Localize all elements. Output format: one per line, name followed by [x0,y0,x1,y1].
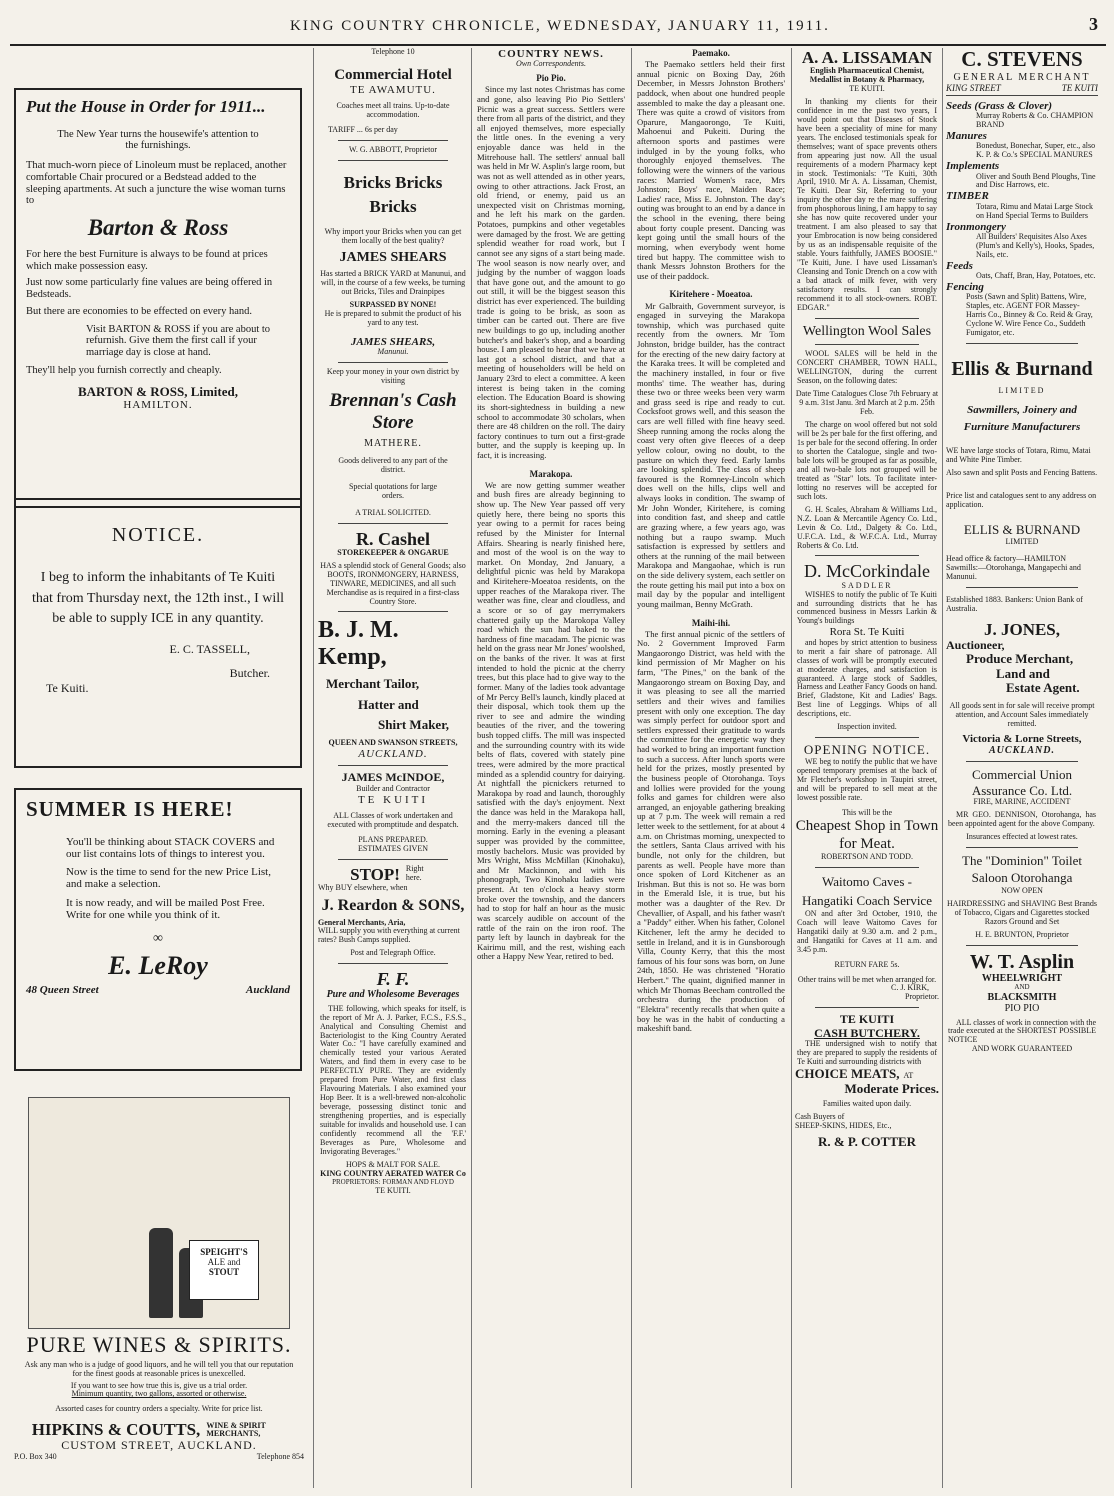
summer-firm-name: E. LeRoy [108,951,208,981]
maihi-body: The first annual picnic of the settlers of No. 2 Government Improved Farm Mangaorongo District, was held with the kind permission of Mr Magher on his farm, "The Pines," on the bank of the Mangaorongo stream on Boxing Day, and it was pleasing to see all the married settlers and their wives and families present with only one exception. The day was simply perfect for outdoor sport and settlers expressed their gratitude to wards the committee for the energetic way they had worked to bring an important function to such a success. After lunch sports were held for the prizes, mostly presented by the business people of Otorohanga. Toys and lollies were provided for the young folks and games for children were also arranged, an enjoyable gathering breaking up at 7 p.m. The week will remain a red letter week to the settlement, for at about 4 a.m. on Christmas morning, unexpected to the settlers, Santa Claus arrived with his bundle, not only for the children, but parents as well. People have more than once spoken of Lord Kitchener as an Irishman. But this is not so. He was born in the Emerald Isle, it is true, but his mother was a daughter of the Rev. Dr Chevallier, of Aspall, and his father wasn't a "Paddy" either. When his father, Colonel Kitchener, left the army he decided to settle in Ireland, and it is in Gunsborough Villa, County Kerry, that this the most famous of his four sons was born, on June 24th, 1850. He was christened "Horatio Herbert." The quaint, dignified manner in which Mr Thomas Beecham controlled the orchestra during the production of "Elektra" recently recalls that when quite a boy he was in the habit of conducting a makeshift band. [637,628,785,1034]
stevens-fencing-body: Posts (Sawn and Split) Battens, Wire, Staples, etc. AGENT FOR Massey-Harris Co., Binney & Co. Reid & Gray, Cyclone W. Wire Fence Co., Suddeth Fumigator, etc. [966,292,1093,338]
maihi-heading: Maihi-ihi. [691,617,731,628]
notice-role: Butcher. [229,665,270,680]
masthead: KING COUNTRY CHRONICLE, WEDNESDAY, JANUARY 11, 1911. [290,18,830,34]
kemp-line2: Hatter and [358,696,419,712]
summer-ad [14,788,302,1071]
ff-place: TE KUITI. [375,1185,411,1195]
waitomo-trains: Other trains will be met when arranged for. [797,974,937,984]
hotel-coaches: Coaches meet all trains. Up-to-date accommodation. [336,101,450,120]
column-divider [631,48,632,1488]
brennan-trial: A TRIAL SOLICITED. [355,507,431,517]
wool-charge: The charge on wool offered but not sold will be 2s per bale for the first offering, and 1s per bale for the second offering. In order to shorten the Catalogue, single and two-bale lots will be grouped as far as possible, and all two-bale lots not grouped will be treated as "Star" lots. To facilitate inter-lotting no reserves will be accepted for such lots. [797,420,937,501]
waitomo-kirk: C. J. KIRK, [890,983,929,993]
spirits-address: CUSTOM STREET, AUCKLAND. [61,1438,257,1453]
cu-sub: FIRE, MARINE, ACCIDENT [973,797,1071,807]
stevens-timber-body: Totara, Rimu and Matai Large Stock on Hand Special Terms to Builders [976,201,1094,220]
butchery-title: CASH BUTCHERY. [814,1025,920,1040]
separator [338,963,448,964]
stevens-manures: Manures [946,130,987,142]
barton-ross-ad [14,88,302,508]
separator [966,847,1078,848]
separator [966,761,1078,762]
brennan-place: MATHERE. [364,437,422,449]
ff-props: PROPRIETORS: FORMAN AND FLOYD [332,1177,454,1186]
separator [966,587,1078,588]
kemp-city: AUCKLAND. [358,747,428,760]
spirits-phone: Telephone 854 [256,1451,304,1461]
stevens-implements: Implements [946,160,1000,173]
barton-p2: That much-worn piece of Linoleum must be replaced, another comfortable Chair procured or a Bedstead added to the sleeping apartments. At such a juncture the wise woman turns to [26,160,287,207]
ellis2-name: ELLIS & BURNAND [963,522,1081,538]
stop-title: STOP! [350,864,400,884]
shears-prepared: He is prepared to submit the product of his yard to any test. [324,308,462,327]
butchery-moderate: Moderate Prices. [844,1080,939,1096]
news-heading: COUNTRY NEWS. [498,48,604,60]
butchery-cotter: R. & P. COTTER [817,1134,917,1150]
label-line2: ALE and [207,1257,241,1268]
lissaman-body: In thanking my clients for their confidence in me the past two years, I would point out that Diseases of Stock have been a speciality of mine for many years. The enclosed testimonials speak for themselves; want of space prevents others from appearing just now. All the usual requirements of a modern Pharmacy kept in stock. Testimonials: "Te Kuiti, 30th April, 1910. Mr A. A. Lissaman, Chemist, Te Kuiti. Dear Sir, Referring to your inquiry the other day re the mare suffering from phosphorous lining, I am happy to say she has now quite recovered under your treatment. I am also pleased to say that your Embrocation is now being considered by us as an indispensable requisite of the stable. Yours faithfully, JAMES BOOSIE." "Te Kuiti, June. I have used Lissaman's Cleansing and Tonic Drench on a cow with a bad attack of milk fever, with very satisfactory results. I can strongly recommend it to all stock-owners. ROBT. EDGAR." [797,96,937,312]
speights-label [189,1240,259,1300]
jones-line1: Auctioneer, [946,637,1005,652]
reardon-body: WILL supply you with everything at current rates? Bush Camps supplied. [318,926,460,945]
notice-name: E. C. TASSELL, [169,642,250,657]
stevens-seeds-body: Murray Roberts & Co. CHAMPION BRAND [976,111,1094,130]
hotel-proprietor: W. G. ABBOTT, Proprietor [349,144,437,154]
brennan-intro: Keep your money in your own district by visiting [326,367,460,385]
opening-body: WE beg to notify the public that we have opened temporary premises at the back of Mr Fletcher's workshop in Taupiri street, and will be prepared to sell meat at the lowest possible rate. [797,756,937,802]
wool-title: Wellington Wool Sales [802,323,932,339]
page-number: 3 [1089,14,1098,34]
bottle-icon [149,1228,173,1318]
butchery-choice-row [795,1067,939,1082]
ellis-sub: Sawmillers, Joinery and Furniture Manufacturers [963,403,1081,434]
notice-ad [14,498,302,768]
separator [815,318,919,319]
hotel-place: TE AWAMUTU. [350,83,436,96]
spirits-p1: Ask any man who is a judge of good liquors, and he will tell you that our reputation for the finest goods at reasonable prices is unexcelled. [24,1359,294,1378]
dominion-razors: Razors Ground and Set [984,916,1060,926]
ff-sub: Pure and Wholesome Beverages [326,989,460,1001]
barton-footer-name: BARTON & ROSS, Limited, [77,383,239,399]
label-line3: STOUT [208,1267,240,1278]
piopio-body: Since my last notes Christmas has come and gone, also leaving Pio Pio Settlers' Picnic was a great success. Settlers were there from all parts of the district, and they all enjoyed themselves, more especially the little ones. In the evening a very enjoyable dance was held in the Mitrehouse hall. The settlers' annual ball was held in Mr W. Asplin's large room, but was not as well attended as in other years, owing to other attractions. Jack Frost, an old friend, or enemy, paid us an unexpected visit on Christmas morning, and he left his mark on the garden. Potatoes, pumpkins and other vegetables were damaged by the frost. We are getting splendid weather for road work, but I cannot see any signs of a start being made. The wool season is now nearly over, and judging by the number of waggon loads that have gone out, and the amount to go out still, it will be the biggest season this district has ever experienced. The building trade is going to be brisk, as soon as timber can be carted out. There are five new buildings to go up, including another butcher's and baker's shop, and a boarding house. I am pleased to hear that we have at last got a school district, and that a meeting of householders will be held on January 23rd to elect a committee. A keen interest is being taken in the coming election. The Education Board is showing its short-sightedness in building a new school to accommodate 30 scholars, when there are 48 children on the roll. The dairy factory continues to turn out a first-grade butter, and the supply is keeping up. In fact, it is increasing. [477,84,625,461]
ellis-head-office: Head office & factory—HAMILTON [946,553,1067,563]
separator [338,140,448,141]
barton-headline: Put the House in Order for 1911... [26,97,266,116]
asplin-guarantee: AND WORK GUARANTEED [971,1044,1073,1054]
ornament-icon: ∞ [153,931,163,947]
hotel-name: Commercial Hotel [334,66,452,83]
separator [966,945,1078,946]
separator [338,523,448,524]
barton-p7: They'll help you furnish correctly and cheaply. [26,364,222,376]
paemako-body: The Paemako settlers held their first annual picnic on Boxing Day, 26th December, in Messrs Johnston Brothers' paddock, when about one hundred people assembled to make the day a pleasant one. There was quite a crowd of visitors from Oparure, Mangaorongo, Te Kuiti, Mahoenui and Pukeiti. During the afternoon sports and pastimes were indulged in by the young folks, who thoroughly enjoyed themselves. The following were the winners of the various races: Married Women's race, Mrs Johnston; Boys' race, Maiden Race; Ladies' race, Miss E. Johnston. The day's outing was brought to an end by a dance in the school in the evening, there being about forty couple present. Dancing was kept going until the small hours of the morning, when everybody went home tired but happy. The committee wish to thank Messrs Johnston Brothers for the use of their paddock. [637,59,785,281]
spirits-p3: Minimum quantity, two gallons, assorted or otherwise. [71,1389,247,1399]
jones-established: Established 1883. Bankers: Union Bank of Australia. [946,594,1083,613]
separator [966,343,1078,344]
shears-place: Manunui. [377,347,409,357]
stevens-sub: GENERAL MERCHANT [953,71,1091,83]
reardon-sub: General Merchants, Aria, [318,917,406,927]
column-5 [795,48,939,1488]
dominion-now-open: NOW OPEN [1001,885,1043,895]
asplin-and: AND [1014,983,1030,992]
jones-body: All goods sent in for sale will receive prompt attention, and Account Sales immediately remitted. [949,700,1095,728]
separator [815,1007,919,1008]
stevens-feeds: Feeds [946,259,973,272]
ff-hops: HOPS & MALT FOR SALE. [345,1159,441,1169]
kiri-heading: Kiritehere - Moeatoa. [669,289,753,300]
summer-p2: Now is the time to send for the new Price List, and make a selection. [66,866,271,891]
hotel-telephone: Telephone 10 [371,48,415,56]
jones-name: J. JONES, [983,619,1061,639]
summer-p3: It is now ready, and will be mailed Post Free. Write for one while you think of it. [66,896,265,922]
notice-title: NOTICE. [111,524,205,546]
column-divider [791,48,792,1488]
column-6 [946,48,1098,1488]
stevens-implements-body: Oliver and South Bend Ploughs, Tine and Disc Harrows, etc. [976,171,1096,190]
ellis-ltd: LIMITED [998,385,1046,395]
jones-city: AUCKLAND. [989,745,1055,757]
column-2 [318,48,468,1488]
separator [815,555,919,556]
cu-body: MR GEO. DENNISON, Otorohanga, has been appointed agent for the above Company. [948,810,1096,829]
shears-body: Has started a BRICK YARD at Manunui, and will, in the course of a few weeks, be turning out Bricks, Tiles and Drainpipes [320,269,466,296]
dominion-name: The "Dominion" Toilet Saloon Otorohanga [962,853,1082,886]
spirits-pobox: P.O. Box 340 [14,1451,57,1461]
stevens-iron-body: All Builders' Requisites Also Axes (Plum's and Kelly's), Hooks, Spades, Nails, etc. [976,231,1095,259]
ellis-body: WE have large stocks of Totara, Rimu, Matai and White Pine Timber. [946,445,1091,464]
wool-body: WOOL SALES will be held in the CONCERT CHAMBER, TOWN HALL, WELLINGTON, during the current Season, on the following dates: [797,349,937,386]
separator [338,362,448,363]
summer-title: SUMMER IS HERE! [26,797,234,821]
barton-firm-name: Barton & Ross [87,215,229,241]
separator [815,344,919,345]
separator [338,765,448,766]
mcindoe-name: JAMES McINDOE, [341,770,445,785]
separator [338,859,448,860]
opening-cheapest: Cheapest Shop in Town for Meat. [795,818,939,853]
barton-p5: But there are economies to be effected on every hand. [26,305,253,317]
ellis-price-list: Price list and catalogues sent to any address on application. [946,490,1097,509]
kemp-line3: Shirt Maker, [378,717,450,733]
asplin-body: ALL classes of work in connection with the trade executed at the SHORTEST POSSIBLE NOTICE [948,1017,1096,1045]
column-3 [475,48,627,1488]
mccork-name: D. McCorkindale [804,561,930,582]
spirits-p2: If you want to see how true this is, give us a trial order. [70,1380,248,1390]
lissaman-name: A. A. LISSAMAN [801,48,933,67]
stevens-address: KING STREET [946,82,1001,93]
column-divider [942,48,943,1488]
spirits-firm: HIPKINS & COUTTS, [31,1420,201,1440]
mccork-sub: SADDLER [841,580,893,590]
ff-title: F. F. [376,969,410,990]
kemp-address: QUEEN AND SWANSON STREETS, [328,737,458,747]
kiri-body: Mr Galbraith, Government surveyor, is engaged in surveying the Marakopa township, which was purchased quite recently from the owners. Mr Tom Johnston, bridge builder, has the contract for the erecting of the new dairy factory at the Karaka trees. It will be completed and the machinery installed, in four or five months' time. The weather has, during these two or three weeks been very warm and grass seed is ripe and ready to cut. Cocksfoot grows well, and this season the cars are well filled with fine heavy seed. Sheep running among the rocks along the coast very often give fleeces of a deep yellow colour, owing no doubt, to the pasture on which they feed. Early lambs are looking splendid. The class of sheep favoured is the Romney-Lincoln which does well on the hills, clips well and always looks in condition. The swamp of Mr John Wonder, Kiritehere, is coming into condition fast, and sheep and cattle are grazing where, a few years ago, was nothing but a raupo swamp. Much satisfaction is expressed by settlers and others at the running of the mail between Marakopa and Mangaohae, which is run on the side delivery system, each settler on the route getting his mail put into a box on mail day by the popular and intelligent young mailman, Benny McGrath. [637,300,785,609]
ellis-body2: Also sawn and split Posts and Fencing Battens. [946,467,1098,477]
barton-footer-city: HAMILTON. [123,399,193,412]
brennan-name: Brennan's Cash Store [329,389,457,433]
brennan-delivery: Goods delivered to any part of the district. [338,455,448,474]
wool-agents: G. H. Scales, Abraham & Williams Ltd., N.Z. Loan & Mercantile Agency Co. Ltd., Levin & Co. Ltd., Dalgety & Co. Ltd., U.F.C.A. Ltd., & W.F.C.A. Ltd., Murray Roberts & Co. Ltd. [797,504,937,550]
cashel-name: R. Cashel [355,528,430,549]
cashel-body: HAS a splendid stock of General Goods; also BOOTS, IRONMONGERY, HARNESS, TINWARE, MEDICINES, and all such Merchandise as is required in a first-class Country Store. [320,560,466,606]
notice-body: I beg to inform the inhabitants of Te Kuiti that from Thursday next, the 12th inst., I will be able to supply ICE in any quantity. [31,570,285,626]
drinkers-illustration [28,1097,290,1329]
mcindoe-body: ALL Classes of work undertaken and executed with promptitude and despatch. [327,810,459,829]
opening-will-be: This will be the [842,807,892,817]
mcindoe-estimates: ESTIMATES GIVEN [358,843,428,853]
summer-address: 48 Queen Street [26,984,99,997]
jones-line3: Land and [996,665,1050,681]
masthead-rule [10,44,1106,46]
column-divider [471,48,472,1488]
hotel-tariff: TARIFF ... 6s per day [328,124,398,134]
stevens-seeds: Seeds (Grass & Clover) [946,99,1053,112]
summer-p1: You'll be thinking about STACK COVERS and our list contains lots of things to interest you. [66,835,275,860]
butchery-families: Families waited upon daily. [822,1099,912,1109]
butchery-cash-buyers: Cash Buyers of [795,1112,845,1122]
separator [338,611,448,612]
barton-p6: Visit BARTON & ROSS if you are about to refurnish. Give them the first call if your marriage day is close at hand. [86,323,271,359]
ff-firm: KING COUNTRY AERATED WATER Co [320,1168,466,1178]
shears-surpassed: SURPASSED BY NONE! [349,299,437,309]
stevens-iron: Ironmongery [946,220,1006,233]
opening-firm: ROBERTSON AND TODD. [821,852,913,862]
butchery-place: TE KUITI [839,1012,895,1027]
wool-dates: Date Time Catalogues Close 7th February at 9 a.m. 31st Janu. 3rd March at 2 p.m. 25th Feb. [795,389,939,417]
lissaman-place: TE KUITI. [849,83,885,93]
stevens-feeds-body: Oats, Chaff, Bran, Hay, Potatoes, etc. [976,271,1096,281]
jones-line4: Estate Agent. [1006,680,1080,696]
waitomo-return: RETURN FARE 5s. [834,959,900,969]
separator [815,737,919,738]
spirits-contact-row [14,1453,304,1462]
barton-p4: Just now some particularly fine values are being offered in Bedsteads. [26,277,273,301]
spirits-title: PURE WINES & SPIRITS. [26,1332,292,1357]
reardon-post: Post and Telegraph Office. [350,948,436,958]
butchery-sheepskins: SHEEP-SKINS, HIDES, Etc., [795,1121,892,1131]
spirits-firm-row [14,1420,304,1439]
separator [815,867,919,868]
barton-p3: For here the best Furniture is always to be found at prices which make possession easy. [26,248,268,272]
stevens-timber: TIMBER [946,190,989,203]
column-divider [313,48,314,1488]
stop-why: Why BUY elsewhere, when [318,882,408,892]
summer-address-row [26,984,290,996]
kemp-name: B. J. M. Kemp, [318,617,399,671]
mcindoe-plans: PLANS PREPARED. [358,834,428,844]
dominion-proprietor: H. E. BRUNTON, Proprietor [975,929,1069,939]
asplin-line1: WHEELWRIGHT [981,973,1063,985]
jones-address: Victoria & Lorne Streets, [962,732,1082,745]
mccork-inspection: Inspection invited. [837,722,897,732]
ff-body: THE following, which speaks for itself, is the report of Mr A. J. Parker, F.C.S., F.S.S., Analytical and Consulting Chemist and Bacteriologist to the King Country Aerated Water Co.: "I have carefully examined and chemically tested your various Aerated Waters, and find them in every case to be PERFECTLY PURE. They are evidently prepared from Pure Water, and first class Flavouring Materials. I also examined your Hop Beer. It is a well-brewed non-alcoholic beverage, possessing distinct tonic and strengthening properties, and is especially suitable for invalids and household use. I can confidently recommend all the 'F.F.' Beverages as Pure, Wholesome and Invigorating Beverages." [320,1003,466,1156]
butchery-choice: CHOICE MEATS, [795,1066,900,1082]
lissaman-sub: English Pharmaceutical Chemist, Medallist in Botany & Pharmacy, [809,66,925,84]
shears-name: JAMES SHEARS [339,250,447,266]
cu-insurances: Insurances effected at lowest rates. [966,832,1078,842]
asplin-place: PIO PIO [1004,1003,1040,1015]
waitomo-title: Waitomo Caves - Hangatiki Coach Service [802,874,932,908]
mccork-body2: and hopes by strict attention to business to merit a fair share of patronage. All classes of work will be promptly executed at moderate charges, and satisfaction is guaranteed. A large stock of Saddles, Harness and Leather Fancy Goods on hand. Brief, Gladstone, Kit and Ladies' Bags. Best line of Leggings. Whips of all descriptions, etc. [797,637,937,719]
stevens-city: TE KUITI [1061,82,1098,93]
mcindoe-place: TE KUITI [357,793,429,806]
paemako-heading: Paemako. [692,48,730,58]
reardon-name: J. Reardon & SONS, [321,896,465,914]
piopio-heading: Pio Pio. [536,73,566,84]
butchery-at: AT [903,1071,914,1081]
kemp-line1: Merchant Tailor, [326,676,420,692]
butchery-body: THE undersigned wish to notify that they are prepared to supply the residents of Te Kuiti and surrounding districts with [797,1039,937,1067]
column-1 [14,48,304,1488]
opening-title: OPENING NOTICE. [803,742,931,758]
cashel-sub: STOREKEEPER & ONGARUE [337,547,449,557]
news-subheading: Own Correspondents. [516,59,586,69]
stevens-name: C. STEVENS [961,48,1083,71]
mccork-address: Rora St. Te Kuiti [829,626,905,639]
spirits-firm-sub: WINE & SPIRIT MERCHANTS, [206,1420,266,1438]
ellis-sawmills: Sawmills:—Otorohanga, Mangapechi and Manunui. [946,562,1081,581]
stop-right: Right here. [405,864,424,883]
stevens-fencing: Fencing [946,281,984,294]
waitomo-body: ON and after 3rd October, 1910, the Coach will leave Waitomo Caves for Hangatiki daily at 9.30 a.m. and 2 p.m., and Hangatiki for Caves at 11 a.m. and 3.45 p.m. [797,908,937,954]
asplin-line2: BLACKSMITH [987,992,1057,1004]
mccork-body: WISHES to notify the public of Te Kuiti and surrounding districts that he has commenced business in Messrs Larkin & Young's buildings [797,589,937,626]
brennan-quotations: Special quotations for large orders. [348,481,438,500]
waitomo-role: Proprietor. [905,992,939,1002]
barton-p1: The New Year turns the housewife's attention to the furnishings. [57,128,259,152]
shears-signature: JAMES SHEARS, [350,335,436,348]
spirits-p4: Assorted cases for country orders a specialty. Write for price list. [55,1404,263,1414]
label-brand: SPEIGHT'S [200,1247,248,1257]
marakopa-heading: Marakopa. [529,468,573,479]
stop-row [318,865,468,884]
stevens-manures-body: Bonedust, Bonechar, Super, etc., also K. P. & Co.'s SPECIAL MANURES [976,141,1096,160]
marakopa-body: We are now getting summer weather and bush fires are already beginning to show up. The New Year passed off very quietly here, there being no sports this year owing to a permit for races being refused by the Minister for Internal Affairs. Shearing is nearly finished here, and most of the wool is on the way to market. On Monday, 2nd January, a delightful picnic was held by Marakopa and Kiritehere-Moeatoa residents, on the upper reaches of the Marakopa river. The weather was fine, clear and cloudless, and a score or so of gay merrymakers chattered gaily up the Marokopa Valley road which the sun had baked to the hardness of fine macadam. The picnic was held on the grass near Mr Jones' woolshed, on the banks of the river. It was at first intended to hold the picnic at the cherry trees, but this place had to give way to the former. Many of the ladies took advantage of Mr Percy Bell's launch, kindly placed at their disposal, which took them up the river to see and admire the winding beauties of the river, and the towering bush topped cliffs. The mill was inspected and the surrounding country with its wide belts of flats, covered with stately pine trees, were admired by the more practical minded as a splendid country for dairying. At nightfall the picnickers returned to Marakopa by road and launch, thoroughly satisfied with the day's enjoyment. Next the dance was held in the Marakopa hall, and the merry-makers danced till the morning. Early in the evening a pleasant supper was provided by the committee, mostly bachelors. Music was provided by Mrs Wright, Miss McMillan (Kinohaku), and Mr Mackinnon, and with his phonograph, Two Kinohaku ladies were present. At ten o'clock a heavy storm broke over the township, and the dancers had to stop for half an hour as the music was scarcely audible on account of the rattle of the rain on the iron roof. The party left by launch in daybreak for the Kairimu mill, and the rest, wishing each other a Happy New Year, retired to bed. [477,479,625,962]
bricks-body: Why import your Bricks when you can get them locally of the best quality? [324,227,462,246]
asplin-name: W. T. Asplin [969,950,1075,973]
spirits-ad [14,1093,304,1488]
stevens-address-row [946,83,1098,96]
separator [338,160,448,161]
jones-line2: Produce Merchant, [966,651,1074,667]
summer-city: Auckland [245,984,290,997]
cu-name: Commercial Union Assurance Co. Ltd. [971,767,1073,798]
column-4 [635,48,787,1488]
ellis2-ltd: LIMITED [1005,537,1039,547]
ellis-name: Ellis & Burnand [951,358,1093,381]
dominion-hairdressing: HAIRDRESSING and SHAVING Best Brands of Tobacco, Cigars and Cigarettes stocked [946,898,1098,917]
bricks-headline: Bricks Bricks Bricks [343,172,443,216]
mcindoe-sub: Builder and Contractor [356,783,430,793]
notice-place: Te Kuiti. [46,681,89,696]
